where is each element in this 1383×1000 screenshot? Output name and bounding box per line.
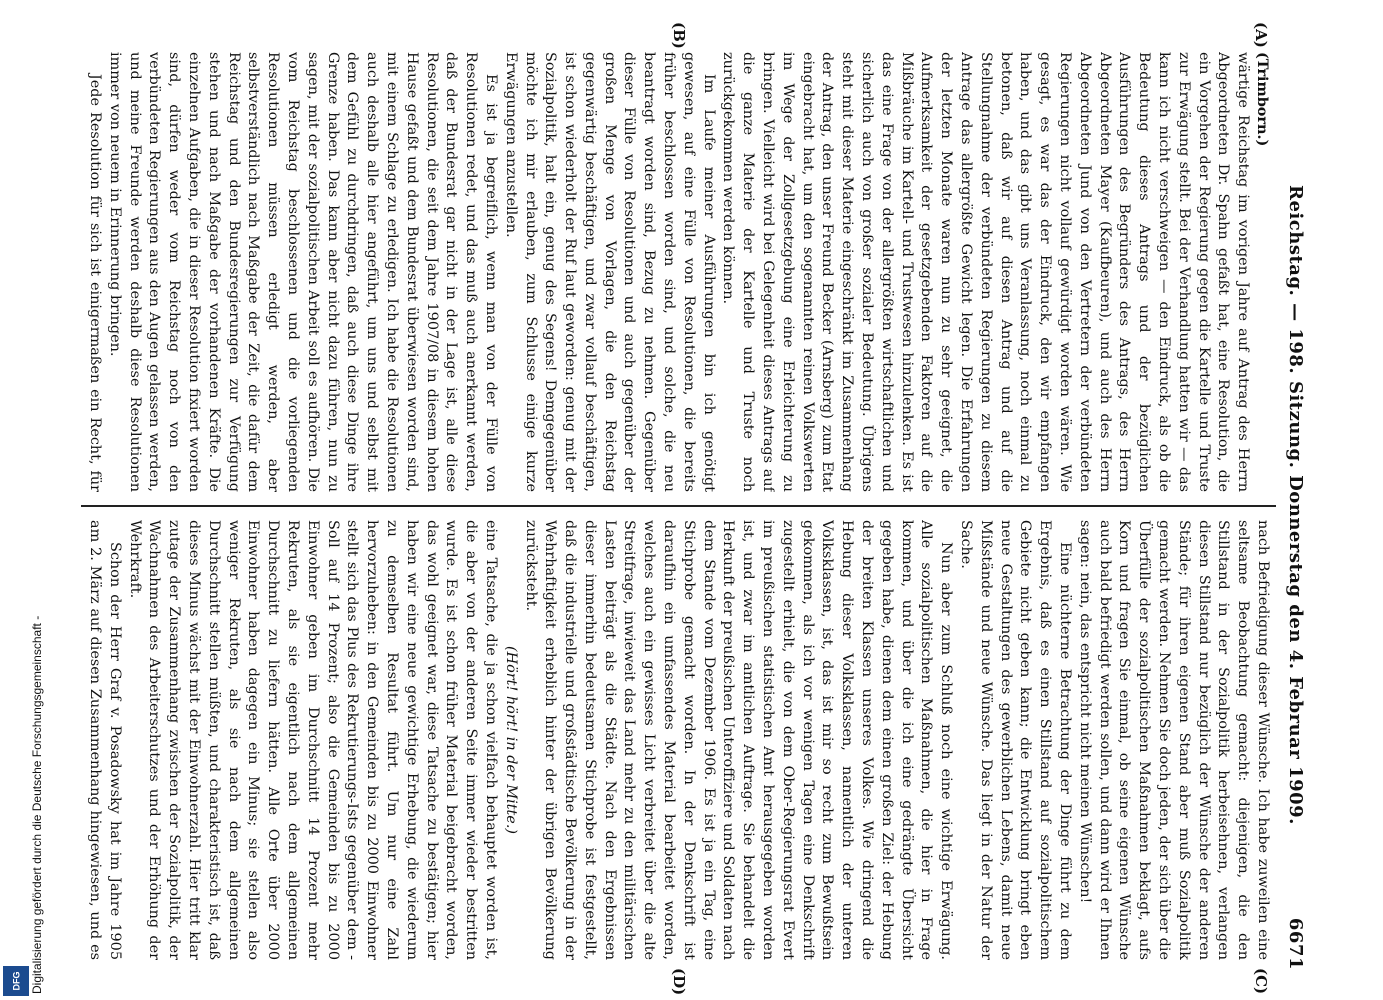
paragraph: Jede Resolution für sich ist einigermaßen ein Recht, für [86, 74, 103, 492]
dfg-logo-icon [3, 966, 29, 996]
paragraph: wärtige Reichstag im vorigen Jahre auf Antrag des Herrn Abgeordneten Dr. Spahn gefaßt hat, eine Resolution, die ein Vorgehen der Regierung gegen die Kartelle und Truste zur Erwägung stellt. Bei der Verhandlung hatten wir — das kann ich nicht verschweigen — den Eindruck, als ob die Bedeutung dieses Antrags und der bezüglichen Ausführungen des Begründers des Antrags, des Herrn Abgeordneten Mayer (Kaufbeuren), und auch des Herrn Abgeordneten Jund von den Vertretern der verbündeten Regierungen nicht vollauf gewürdigt worden wären. Wie gesagt, es war das der Eindruck, den wir empfangen haben, und das gibt uns Veranlassung, noch einmal zu betonen, daß wir auf diesen Antrag und auf die Stellungnahme der verbündeten Regierungen zu diesem Antrage das allergrößte Gewicht legen. Die Erfahrungen der letzten Monate waren nun zu sehr geeignet, die Aufmerksamkeit der gesetzgebenden Faktoren auf die Mißbräuche im Kartell- und Trustwesen hinzulenken. Es ist das eine Frage von der allergrößten wirtschaftlichen und sicherlich auch von großer sozialer Bedeutung. Übrigens steht mit dieser Materie eingeschränkt im Zusammenhang der Antrag, den unser Freund Becker (Arnsberg) zum Etat eingebracht hat, um den sogenannten reinen Volkswerten im Wege der Zollgesetzgebung eine Erleichterung zu bringen. Vielleicht wird bei Gelegenheit dieses Antrags auf die ganze Materie der Kartelle und Truste noch zurückgekommen werden können. [720, 52, 1252, 492]
funding-credit: Digitalisierung gefördert durch die Deutsche Forschungsgemeinschaft - [30, 615, 44, 994]
margin-marker-d: (D) [670, 968, 688, 996]
margin-marker-c: (C) [1252, 968, 1270, 995]
right-column [82, 520, 1272, 960]
dfg-logo-text: DFG [11, 971, 21, 991]
paragraph: Es ist ja begreiflich, wenn man von der Fülle von Resolutionen redet, und das muß auch anerkannt werden, daß der Bundesrat gar nicht in der Lage ist, alle diese Resolutionen, die seit dem Jahre 1907/08 in diesem hohen Hause gefaßt und dem Bundesrat überwiesen worden sind, mit einem Schlage zu erledigen. Ich habe die Resolutionen auch deshalb alle hier angeführt, um uns und selbst mit dem Gefühl zu durchdringen, daß auch diese Dinge ihre Grenze haben. Das kann aber nicht dazu führen, nun zu sagen, mit der sozialpolitischen Arbeit soll es aufhören. Die vom Reichstag beschlossenen und die vorliegenden Resolutionen müssen erledigt werden, aber selbstverständlich nach Maßgabe der Zeit, die dafür dem Reichstag und den Bundesregierungen zur Verfügung stehen und nach Maßgabe der vorhandenen Kräfte. Die einzelnen Aufgaben, die in dieser Resolution fixiert worden sind, dürfen weder vom Reichstag noch von den verbündeten Regierungen aus den Augen gelassen werden, und meine Freunde werden deshalb diese Resolutionen immer von neuem in Erinnerung bringen. [106, 52, 499, 492]
paragraph: Eine nüchterne Betrachtung der Dinge führt zu dem Ergebnis, daß es einen Stillstand auf sozialpolitischem Gebiete nicht geben kann; die Entwicklung bringt eben neue Gestaltungen des gewerblichen Lebens, damit neue Mißstände und neue Wünsche. Das liegt in der Natur der Sache. [958, 520, 1074, 960]
rotated-document-page [45, 0, 1328, 1000]
paragraph: Nun aber zum Schluß noch eine wichtige Erwägung. Alle sozialpolitischen Maßnahmen, die hier in Frage kommen, und über die ich eine gedrängte Übersicht gegeben habe, dienen dem einen großen Ziel: der Hebung der breiten Klassen unseres Volkes. Wie dringend die Hebung dieser Volksklassen, namentlich der unteren Volksklassen, ist, das ist mir so recht zum Bewußtsein gekommen, als ich vor wenigen Tagen eine Denkschrift zugestellt erhielt, die von dem Ober-Regierungsrat Evert im preußischen statistischen Amt herausgegeben worden ist, und zwar im amtlichen Auftrage. Sie behandelt die Herkunft der preußischen Unteroffiziere und Soldaten nach dem Stande vom Dezember 1906. Es ist ja ein Tag, eine Stichprobe gemacht worden. In der Denkschrift ist daraufhin ein umfassendes Material bearbeitet worden, welches auch ein gewisses Licht verbreitet über die alte Streitfrage, inwieweit das Land mehr zu den militärischen Lasten beiträgt als die Städte. Nach den Ergebnissen dieser immerhin bedeutsamen Stichprobe ist festgestellt, daß die industrielle und großstädtische Bevölkerung in der Wehrhaftigkeit erheblich hinter der übrigen Bevölkerung zurücksteht. [522, 520, 955, 960]
paragraph: eine Tatsache, die ja schon vielfach behauptet worden ist, die aber von der anderen Seite immer wieder bestritten wurde. Es ist schon früher Material beigebracht worden, das wohl geeignet war, diese Tatsache zu bestätigen; hier haben wir eine neue gewichtige Erhebung, die wiederum zu demselben Resultat führt. Um nur eine Zahl hervorzuheben: in den Gemeinden bis zu 2000 Einwohner stellt sich das Plus des Rekrutierungs-Ists gegenüber dem -Soll auf 14 Prozent; also die Gemeinden bis zu 2000 Einwohner geben im Durchschnitt 14 Prozent mehr Rekruten, als sie eigentlich nach dem allgemeinen Durchschnitt zu liefern hätten. Alle Orte über 2000 Einwohner haben dagegen ein Minus; sie stellen also weniger Rekruten, als sie nach dem allgemeinen Durchschnitt stellen müßten, und charakteristisch ist, daß dieses Minus wächst mit der Einwohnerzahl. Hier tritt klar zutage der Zusammenhang zwischen der Sozialpolitik, der Wachnahmen des Arbeiterschutzes und der Erhöhung der Wehrkraft. [126, 520, 499, 960]
interjection: (Hört! hört! in der Mitte.) [502, 645, 519, 835]
margin-marker-a: (A) [1252, 22, 1270, 48]
paragraph: Im Laufe meiner Ausführungen bin ich genötigt gewesen, auf eine Fülle von Resolutionen, die bereits früher beschlossen worden sind, und solche, die neu beantragt worden sind, Bezug zu nehmen. Gegenüber dieser Fülle von Resolutionen und auch gegenüber der großen Menge von Vorlagen, die den Reichstag gegenwärtig beschäftigen, und zwar vollauf beschäftigen, ist schon wiederholt der Ruf laut geworden: genug mit der Sozialpolitik, halt ein, genug des Segens! Demgegenüber möchte ich mir erlauben, zum Schlusse einige kurze Erwägungen anzustellen. [502, 52, 717, 492]
header-title: Reichstag. — 198. Sitzung. Donnerstag den 4. Februar 1909. [1285, 185, 1306, 825]
page-header [1282, 40, 1306, 970]
paragraph: Schon der Herr Graf v. Posadowsky hat im Jahre 1905 am 2. März auf diesen Zusammenhang hingewiesen, und es [86, 520, 123, 960]
left-column [82, 52, 1272, 492]
speaker-name: (Trimborn.) [1254, 52, 1271, 147]
column-divider [81, 505, 1276, 507]
page-number: 6671 [1285, 917, 1306, 970]
margin-marker-b: (B) [670, 22, 688, 49]
paragraph: nach Befriedigung dieser Wünsche. Ich habe zuweilen eine seltsame Beobachtung gemacht: diejenigen, die den Stillstand in der Sozialpolitik herbeisehnen, verlangen diesen Stillstand nur bezüglich der Wünsche der anderen Stände; für ihren eigenen Stand aber muß Sozialpolitik gemacht werden. Nehmen Sie doch jeden, der sich über die Überfülle der sozialpolitischen Maßnahmen beklagt, aufs Korn und fragen Sie einmal, ob seine eigenen Wünsche auch bald befriedigt werden sollen, und dann wird er Ihnen sagen: nein, das entspricht nicht meinen Wünschen! [1076, 520, 1271, 960]
digitization-footer [0, 0, 44, 1000]
